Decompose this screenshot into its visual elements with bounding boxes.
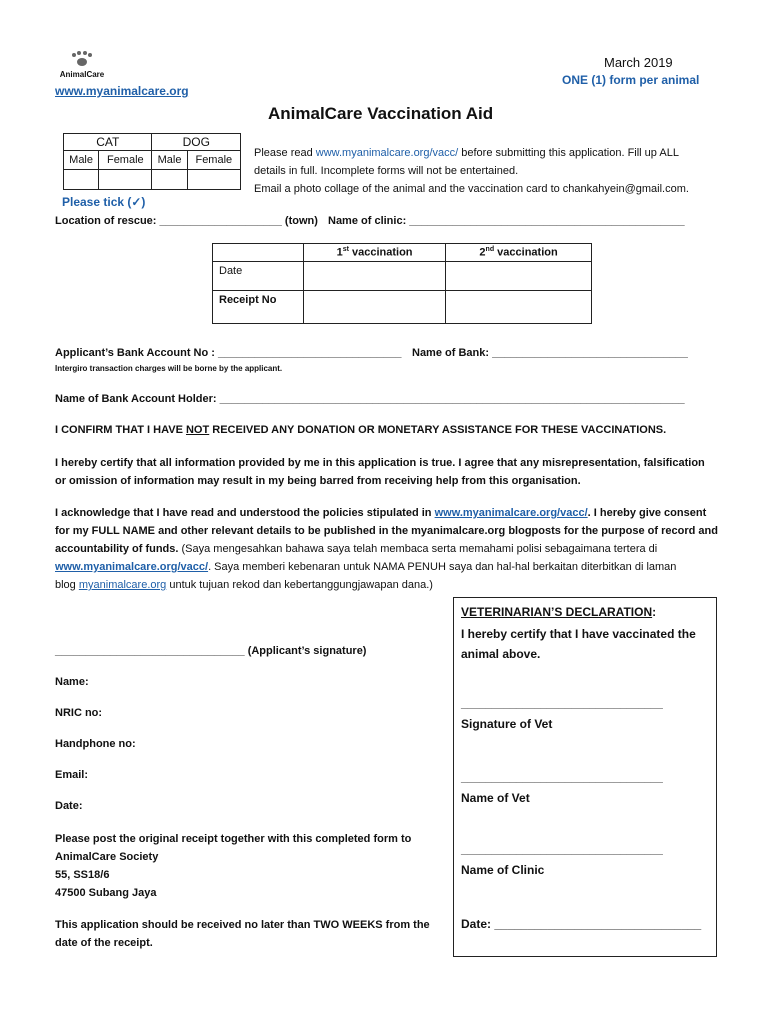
postal-instructions: Please post the original receipt together with this completed form to AnimalCare Society 55, SS18/6 47500 Subang Jaya xyxy=(55,833,412,899)
animalcare-logo xyxy=(57,50,107,80)
dog-male-checkbox[interactable] xyxy=(152,170,187,190)
date-row-label: Date xyxy=(213,262,304,291)
applicant-nric-field[interactable]: NRIC no: xyxy=(55,707,103,719)
second-vaccination-receipt-cell[interactable] xyxy=(446,291,592,324)
cat-female-checkbox[interactable] xyxy=(99,170,152,190)
vacc-policy-link[interactable]: www.myanimalcare.org/vacc/ xyxy=(315,147,459,159)
bank-name-field[interactable]: Name of Bank: ________________________________ xyxy=(412,347,688,359)
ack-policy-link[interactable]: www.myanimalcare.org/vacc/ xyxy=(434,507,588,519)
clinic-name-field[interactable]: Name of clinic: _____________________________________________ xyxy=(328,215,685,227)
form-date: March 2019 xyxy=(604,55,673,70)
cat-female-label: Female xyxy=(99,151,152,170)
applicant-phone-field[interactable]: Handphone no: xyxy=(55,738,136,750)
instr-pre: Please read xyxy=(254,147,316,159)
not-emphasis: NOT xyxy=(185,424,210,436)
bank-account-field[interactable]: Applicant’s Bank Account No : ______________________________ xyxy=(55,347,402,359)
dog-header: DOG xyxy=(152,134,241,151)
first-vaccination-header: 1st vaccination xyxy=(304,244,446,262)
applicant-email-field[interactable]: Email: xyxy=(55,769,89,781)
vet-name-line[interactable]: _________________________________ xyxy=(461,772,663,784)
malay-policy-link[interactable]: www.myanimalcare.org/vacc/ xyxy=(55,561,209,573)
location-of-rescue-field[interactable]: Location of rescue: ____________________ (town) xyxy=(55,215,318,227)
applicant-signature-field[interactable]: _______________________________ (Applicant’s signature) xyxy=(55,645,367,657)
vet-name-label: Name of Vet xyxy=(461,791,530,805)
second-vaccination-date-cell[interactable] xyxy=(446,262,592,291)
receipt-row-label: Receipt No xyxy=(213,291,304,324)
instr-line3: Email a photo collage of the animal and the vaccination card to chankahyein@gmail.com. xyxy=(254,183,689,195)
vet-certify-text: I hereby certify that I have vaccinated the animal above. xyxy=(461,627,696,661)
charges-note: Intergiro transaction charges will be borne by the applicant. xyxy=(55,364,283,373)
applicant-date-field[interactable]: Date: xyxy=(55,800,83,812)
dog-male-label: Male xyxy=(152,151,187,170)
account-holder-field[interactable]: Name of Bank Account Holder: ____________________________________________________________________________ xyxy=(55,393,685,405)
vet-signature-line[interactable]: _________________________________ xyxy=(461,698,663,710)
confirm-statement: I CONFIRM THAT I HAVE NOT RECEIVED ANY DONATION OR MONETARY ASSISTANCE FOR THESE VACCINATIONS. xyxy=(55,424,667,436)
vet-declaration-title: VETERINARIAN’S DECLARATION: xyxy=(461,605,657,619)
pet-type-table xyxy=(63,133,241,190)
blog-link[interactable]: myanimalcare.org xyxy=(78,579,167,591)
cat-male-label: Male xyxy=(64,151,99,170)
vet-clinic-line[interactable]: _________________________________ xyxy=(461,844,663,856)
instr-line2: details in full. Incomplete forms will not be entertained. xyxy=(254,165,519,177)
vet-signature-label: Signature of Vet xyxy=(461,717,553,731)
second-vaccination-header: 2nd vaccination xyxy=(446,244,592,262)
please-tick-note: Please tick (✓) xyxy=(62,195,146,209)
vet-declaration-box xyxy=(453,597,717,957)
cat-male-checkbox[interactable] xyxy=(64,170,99,190)
logo-text: AnimalCare xyxy=(59,70,105,79)
dog-female-checkbox[interactable] xyxy=(187,170,240,190)
vaccination-table xyxy=(212,243,592,324)
acknowledge-statement: I acknowledge that I have read and understood the policies stipulated in www.myanimalcare.org/vacc/. I hereby give consent for my FULL NAME and other relevant details to be published in the myanimalcare.org blogposts for the purpose of record and accountability of funds. (Saya mengesahkan bahawa saya telah membaca serta memahami polisi sebagaimana tertera di www.myanimalcare.org/vacc/. Saya memberi kebenaran untuk NAMA PENUH saya dan hal-hal berkaitan diterbitkan di laman blog myanimalcare.org untuk tujuan rekod dan kebertanggungjawapan dana.) xyxy=(55,507,718,591)
website-link[interactable]: www.myanimalcare.org xyxy=(55,84,189,98)
cat-header: CAT xyxy=(64,134,152,151)
first-vaccination-receipt-cell[interactable] xyxy=(304,291,446,324)
vacc-table-corner xyxy=(213,244,304,262)
certify-statement: I hereby certify that all information provided by me in this application is true. I agree that any misrepresentation, falsification or omission of information may result in my being barred from receiving help from this organisation. xyxy=(55,457,705,487)
deadline-note: This application should be received no later than TWO WEEKS from the date of the receipt. xyxy=(55,919,430,949)
paw-icon xyxy=(62,50,102,68)
page-title: AnimalCare Vaccination Aid xyxy=(268,104,494,123)
dog-female-label: Female xyxy=(187,151,240,170)
instr-post: before submitting this application. Fill up ALL xyxy=(458,147,679,159)
vet-date-field[interactable]: Date: _______________________________ xyxy=(461,917,702,931)
first-vaccination-date-cell[interactable] xyxy=(304,262,446,291)
per-animal-note: ONE (1) form per animal xyxy=(562,73,700,87)
vet-clinic-label: Name of Clinic xyxy=(461,863,545,877)
applicant-name-field[interactable]: Name: xyxy=(55,676,89,688)
instructions xyxy=(254,144,689,198)
